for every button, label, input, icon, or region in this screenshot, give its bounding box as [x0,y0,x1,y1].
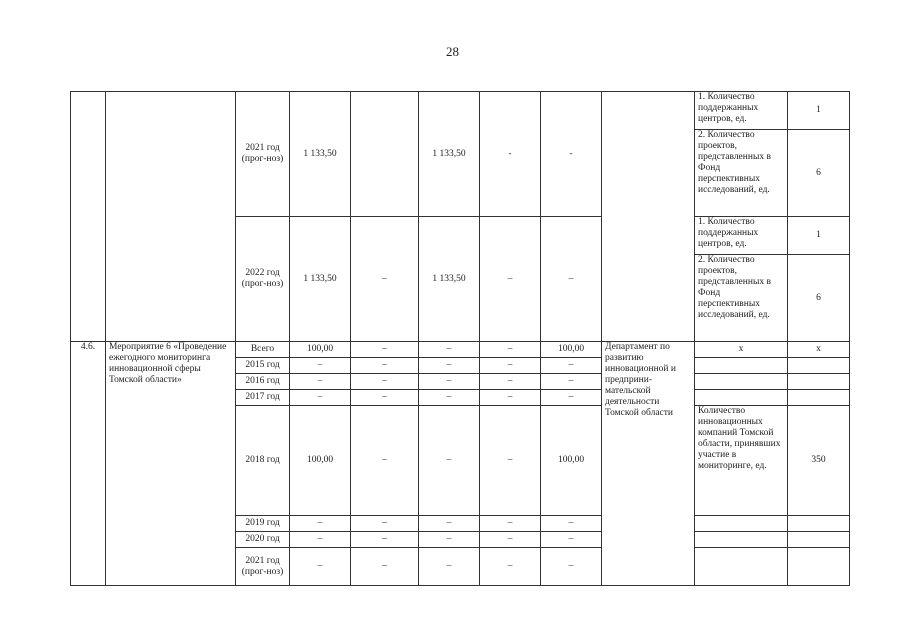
year-cell: 2020 год [236,532,290,548]
executor-cell-empty [602,92,695,342]
regional-cell: – [419,374,480,390]
local-cell: - [480,92,541,217]
extra-cell: – [541,532,602,548]
extra-cell: - [541,92,602,217]
page-number: 28 [446,44,459,59]
number-cell-empty [71,92,106,342]
local-cell: – [480,548,541,586]
regional-cell: 1 133,50 [419,217,480,342]
indicator-name-cell-empty [695,374,788,390]
year-cell: 2019 год [236,516,290,532]
extra-cell: 100,00 [541,342,602,358]
total-cell: – [290,374,351,390]
indicator-value-cell: 350 [788,406,850,516]
year-cell: 2015 год [236,358,290,374]
indicator-name-cell-empty [695,358,788,374]
year-cell: Всего [236,342,290,358]
year-cell: 2021 год (прог-ноз) [236,92,290,217]
year-cell: 2018 год [236,406,290,516]
extra-cell: – [541,358,602,374]
measure-title: Мероприятие 6 «Проведение ежегодного мониторинга инновационной сферы Томской области» [106,342,236,586]
regional-cell: – [419,406,480,516]
indicator-name-cell-empty [695,390,788,406]
indicator-value-cell: 6 [788,130,850,217]
indicator-value-cell: x [788,342,850,358]
federal-cell: – [351,342,419,358]
regional-cell: – [419,548,480,586]
indicator-value-cell: 6 [788,255,850,342]
local-cell: – [480,406,541,516]
total-cell: 100,00 [290,406,351,516]
indicator-name-cell: 1. Количество поддержанных центров, ед. [695,92,788,130]
federal-cell: – [351,358,419,374]
federal-cell: – [351,516,419,532]
indicator-value-cell: 1 [788,92,850,130]
indicator-name-cell: 2. Количество проектов, представленных в Фонд перспективных исследований, ед. [695,255,788,342]
extra-cell: – [541,548,602,586]
local-cell: – [480,217,541,342]
year-cell: 2017 год [236,390,290,406]
regional-cell: – [419,532,480,548]
executor-cell: Департамент по развитию инновационной и предприни-мательской деятельности Томской области [602,342,695,586]
local-cell: – [480,532,541,548]
federal-cell: – [351,548,419,586]
total-cell: – [290,358,351,374]
total-cell: – [290,548,351,586]
regional-cell: – [419,342,480,358]
federal-cell: – [351,406,419,516]
federal-cell: – [351,217,419,342]
indicator-name-cell-empty [695,548,788,586]
local-cell: – [480,374,541,390]
federal-cell: – [351,374,419,390]
indicator-value-cell-empty [788,390,850,406]
total-cell: – [290,532,351,548]
extra-cell: 100,00 [541,406,602,516]
federal-cell [351,92,419,217]
indicator-value-cell-empty [788,516,850,532]
year-cell: 2021 год (прог-ноз) [236,548,290,586]
year-cell: 2022 год (прог-ноз) [236,217,290,342]
regional-cell: – [419,516,480,532]
extra-cell: – [541,390,602,406]
local-cell: – [480,358,541,374]
federal-cell: – [351,390,419,406]
indicator-name-cell: 1. Количество поддержанных центров, ед. [695,217,788,255]
indicator-name-cell-empty [695,532,788,548]
local-cell: – [480,516,541,532]
regional-cell: 1 133,50 [419,92,480,217]
local-cell: – [480,390,541,406]
extra-cell: – [541,374,602,390]
extra-cell: – [541,217,602,342]
indicator-value-cell-empty [788,548,850,586]
indicator-value-cell-empty [788,358,850,374]
regional-cell: – [419,390,480,406]
measure-number: 4.6. [71,342,106,586]
total-cell: 1 133,50 [290,217,351,342]
indicator-name-cell: Количество инновационных компаний Томской области, принявших участие в мониторинге, ед. [695,406,788,516]
total-cell: 100,00 [290,342,351,358]
regional-cell: – [419,358,480,374]
indicator-value-cell-empty [788,374,850,390]
indicator-name-cell: 2. Количество проектов, представленных в Фонд перспективных исследований, ед. [695,130,788,217]
local-cell: – [480,342,541,358]
indicator-name-cell-empty [695,516,788,532]
budget-table [70,91,850,586]
total-cell: – [290,516,351,532]
indicator-name-cell: x [695,342,788,358]
measure-title-cell-empty [106,92,236,342]
extra-cell: – [541,516,602,532]
total-cell: – [290,390,351,406]
federal-cell: – [351,532,419,548]
indicator-value-cell-empty [788,532,850,548]
total-cell: 1 133,50 [290,92,351,217]
indicator-value-cell: 1 [788,217,850,255]
year-cell: 2016 год [236,374,290,390]
